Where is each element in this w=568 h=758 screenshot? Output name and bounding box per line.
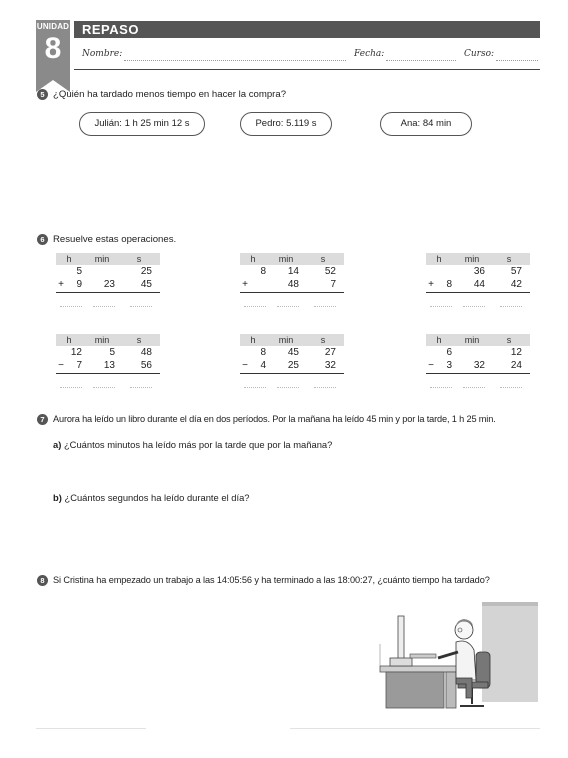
column-header: s bbox=[506, 335, 512, 345]
operand-value: 36 bbox=[473, 266, 485, 277]
operand-value: 45 bbox=[287, 347, 299, 358]
operand-value: 7 bbox=[330, 279, 336, 290]
header-bar bbox=[74, 21, 540, 38]
question-number-badge: 6 bbox=[37, 234, 48, 245]
question-number-badge: 7 bbox=[37, 414, 48, 425]
operand-value: 42 bbox=[510, 279, 522, 290]
answer-blank[interactable] bbox=[277, 387, 299, 388]
footer-divider bbox=[290, 728, 540, 729]
sub-question-a bbox=[53, 439, 332, 450]
column-header: min bbox=[278, 335, 294, 345]
operation-block bbox=[240, 334, 344, 392]
answer-blank[interactable] bbox=[93, 306, 115, 307]
column-header: s bbox=[320, 254, 326, 264]
operand-value: 8 bbox=[260, 266, 266, 277]
operand-value: 44 bbox=[473, 279, 485, 290]
operand-value: 6 bbox=[446, 347, 452, 358]
operator-sign: + bbox=[58, 279, 64, 290]
operation-block bbox=[240, 253, 344, 311]
column-header: min bbox=[94, 254, 110, 264]
operation-block bbox=[426, 334, 530, 392]
answer-blank[interactable] bbox=[500, 306, 522, 307]
operand-value: 3 bbox=[446, 360, 452, 371]
question-text: Si Cristina ha empezado un trabajo a las 14:05:56 y ha terminado a las 18:00:27, ¿cuánto tiempo ha tardado? bbox=[53, 575, 490, 585]
course-label: Curso: bbox=[464, 49, 495, 59]
answer-blank[interactable] bbox=[130, 387, 152, 388]
column-header: min bbox=[94, 335, 110, 345]
answer-blank[interactable] bbox=[463, 306, 485, 307]
answer-blank[interactable] bbox=[130, 306, 152, 307]
name-field[interactable] bbox=[124, 60, 346, 61]
footer-divider bbox=[36, 728, 146, 729]
course-field[interactable] bbox=[496, 60, 538, 61]
operand-value: 48 bbox=[140, 347, 152, 358]
result-rule bbox=[240, 373, 344, 374]
result-rule bbox=[240, 292, 344, 293]
column-header: min bbox=[464, 254, 480, 264]
operand-value: 48 bbox=[287, 279, 299, 290]
operand-value: 5 bbox=[76, 266, 82, 277]
answer-blank[interactable] bbox=[314, 306, 336, 307]
operand-value: 4 bbox=[260, 360, 266, 371]
operand-value: 45 bbox=[140, 279, 152, 290]
result-rule bbox=[56, 292, 160, 293]
column-header: h bbox=[250, 335, 256, 345]
answer-blank[interactable] bbox=[93, 387, 115, 388]
operator-sign: − bbox=[428, 360, 434, 371]
column-header: s bbox=[320, 335, 326, 345]
operand-value: 23 bbox=[103, 279, 115, 290]
operand-value: 32 bbox=[324, 360, 336, 371]
column-header: h bbox=[436, 335, 442, 345]
answer-blank[interactable] bbox=[60, 387, 82, 388]
column-header: min bbox=[278, 254, 294, 264]
operand-value: 25 bbox=[287, 360, 299, 371]
sub-question-b bbox=[53, 492, 250, 503]
column-header: h bbox=[436, 254, 442, 264]
result-rule bbox=[426, 373, 530, 374]
question-number-badge: 8 bbox=[37, 575, 48, 586]
operand-value: 52 bbox=[324, 266, 336, 277]
date-label: Fecha: bbox=[354, 49, 385, 59]
operand-value: 12 bbox=[70, 347, 82, 358]
question-text: Resuelve estas operaciones. bbox=[53, 234, 177, 245]
name-label: Nombre: bbox=[82, 49, 123, 59]
operand-value: 57 bbox=[510, 266, 522, 277]
operand-value: 9 bbox=[76, 279, 82, 290]
sub-question-text: ¿Cuántos minutos ha leído más por la tarde que por la mañana? bbox=[63, 439, 333, 450]
answer-blank[interactable] bbox=[430, 306, 452, 307]
operation-block bbox=[426, 253, 530, 311]
column-header: h bbox=[250, 254, 256, 264]
woman-at-desk-illustration bbox=[376, 594, 538, 714]
operand-value: 25 bbox=[140, 266, 152, 277]
answer-blank[interactable] bbox=[463, 387, 485, 388]
operator-sign: + bbox=[242, 279, 248, 290]
answer-option-julian[interactable]: Julián: 1 h 25 min 12 s bbox=[79, 112, 205, 136]
column-header: min bbox=[464, 335, 480, 345]
operand-value: 56 bbox=[140, 360, 152, 371]
operand-value: 12 bbox=[510, 347, 522, 358]
answer-blank[interactable] bbox=[500, 387, 522, 388]
column-header: s bbox=[136, 254, 142, 264]
question-number-badge: 5 bbox=[37, 89, 48, 100]
operand-value: 24 bbox=[510, 360, 522, 371]
question-text: ¿Quién ha tardado menos tiempo en hacer la compra? bbox=[53, 89, 287, 100]
answer-blank[interactable] bbox=[244, 306, 266, 307]
answer-option-pedro[interactable]: Pedro: 5.119 s bbox=[240, 112, 332, 136]
sub-question-letter: a) bbox=[53, 439, 62, 450]
unit-label: UNIDAD bbox=[36, 22, 70, 31]
answer-option-ana[interactable]: Ana: 84 min bbox=[380, 112, 472, 136]
operation-block bbox=[56, 334, 160, 392]
date-field[interactable] bbox=[386, 60, 456, 61]
unit-tab bbox=[36, 20, 70, 80]
result-rule bbox=[56, 373, 160, 374]
operator-sign: − bbox=[58, 360, 64, 371]
operand-value: 8 bbox=[446, 279, 452, 290]
operand-value: 14 bbox=[287, 266, 299, 277]
operand-value: 8 bbox=[260, 347, 266, 358]
operator-sign: + bbox=[428, 279, 434, 290]
operand-value: 5 bbox=[109, 347, 115, 358]
result-rule bbox=[426, 292, 530, 293]
page-title: REPASO bbox=[82, 22, 139, 37]
answer-blank[interactable] bbox=[430, 387, 452, 388]
column-header: s bbox=[136, 335, 142, 345]
operator-sign: − bbox=[242, 360, 248, 371]
column-header: s bbox=[506, 254, 512, 264]
operand-value: 13 bbox=[103, 360, 115, 371]
answer-blank[interactable] bbox=[314, 387, 336, 388]
operation-block bbox=[56, 253, 160, 311]
operand-value: 32 bbox=[473, 360, 485, 371]
sub-question-text: ¿Cuántos segundos ha leído durante el día? bbox=[64, 492, 250, 503]
answer-blank[interactable] bbox=[277, 306, 299, 307]
answer-blank[interactable] bbox=[60, 306, 82, 307]
question-text: Aurora ha leído un libro durante el día en dos períodos. Por la mañana ha leído 45 min y por la tarde, 1 h 25 min. bbox=[53, 414, 496, 424]
operand-value: 7 bbox=[76, 360, 82, 371]
column-header: h bbox=[66, 254, 72, 264]
column-header: h bbox=[66, 335, 72, 345]
sub-question-letter: b) bbox=[53, 492, 62, 503]
answer-blank[interactable] bbox=[244, 387, 266, 388]
unit-number: 8 bbox=[44, 32, 62, 65]
operand-value: 27 bbox=[324, 347, 336, 358]
student-fields bbox=[74, 40, 540, 70]
